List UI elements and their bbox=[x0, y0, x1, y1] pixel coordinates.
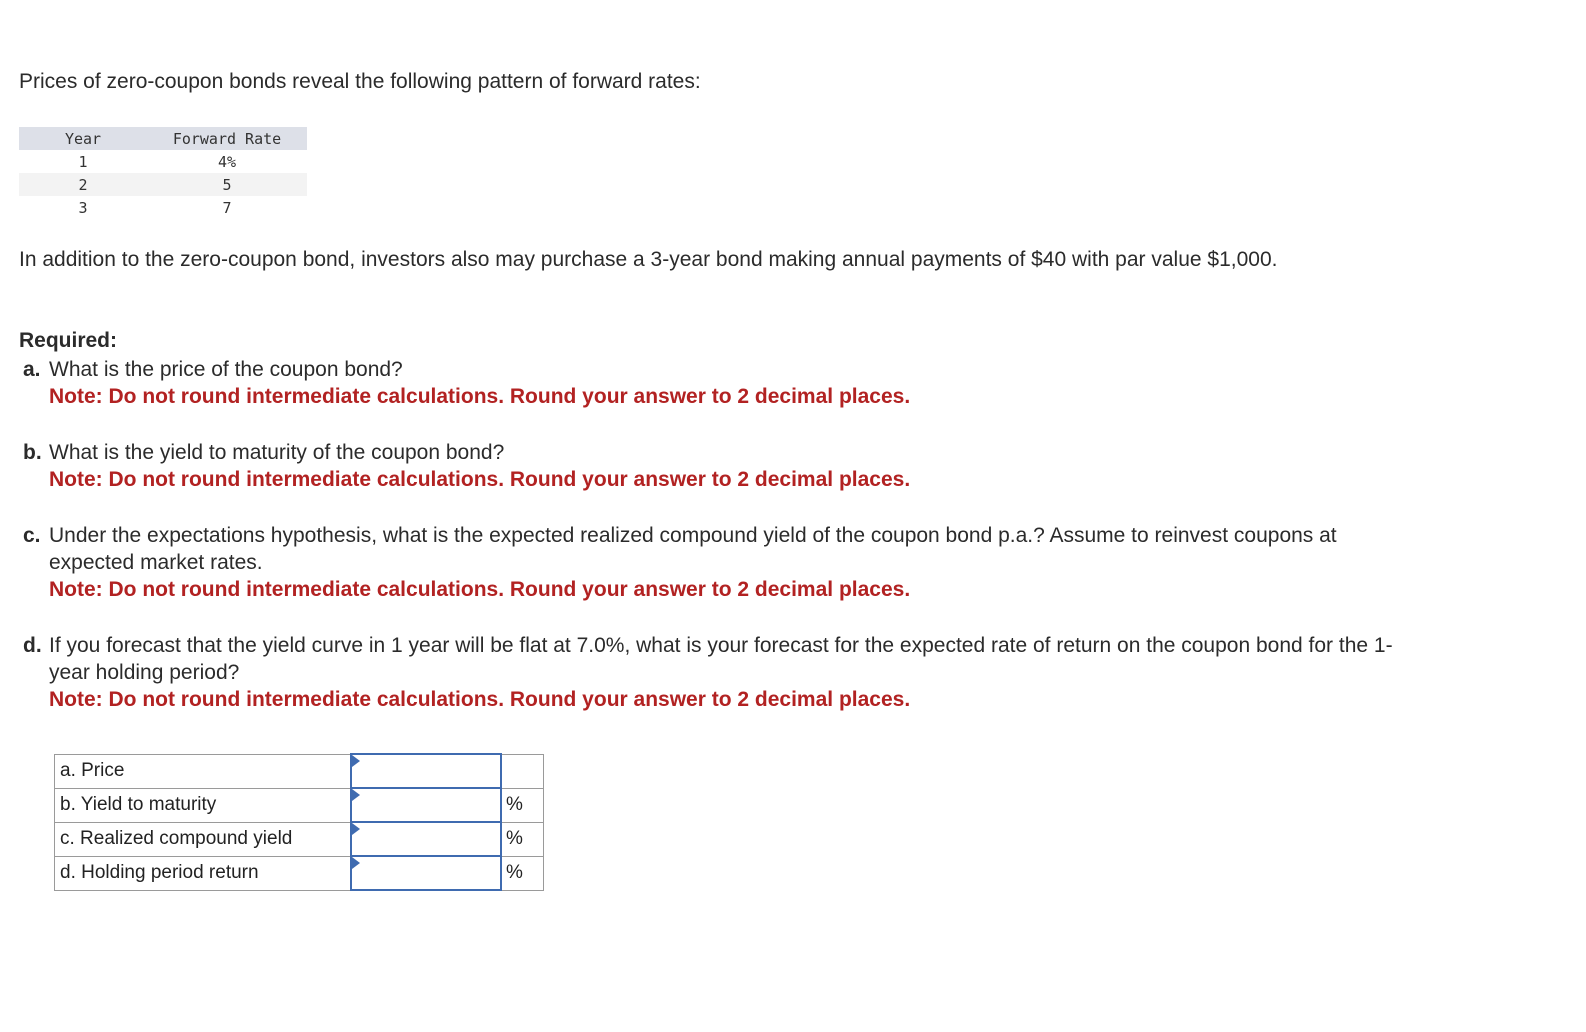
required-heading: Required: bbox=[19, 329, 118, 352]
rate-cell: 7 bbox=[222, 198, 232, 217]
table-row bbox=[19, 196, 307, 219]
answer-label: b. Yield to maturity bbox=[55, 788, 352, 822]
rcy-input[interactable] bbox=[352, 825, 500, 853]
forward-rate-table bbox=[19, 127, 307, 219]
bond-description: In addition to the zero-coupon bond, investors also may purchase a 3-year bond making annual payments of $40 with par value $1,000. bbox=[19, 248, 1278, 271]
year-header: Year bbox=[19, 127, 147, 150]
answer-label: a. Price bbox=[55, 754, 352, 788]
question-text: If you forecast that the yield curve in 1 year will be flat at 7.0%, what is your forecast for the expected rate of return on the coupon bond for the 1-year holding period? bbox=[49, 634, 1393, 684]
question-c bbox=[23, 522, 1423, 603]
unit-label bbox=[501, 754, 544, 788]
unit-label: % bbox=[501, 788, 544, 822]
rate-cell: 4% bbox=[217, 152, 237, 171]
question-note: Note: Do not round intermediate calculations. Round your answer to 2 decimal places. bbox=[49, 578, 911, 601]
question-letter: c. bbox=[23, 524, 41, 547]
question-text: What is the yield to maturity of the coupon bond? bbox=[49, 441, 505, 464]
year-cell: 1 bbox=[78, 152, 88, 171]
answer-row-price bbox=[55, 754, 544, 788]
answer-row-hpr bbox=[55, 856, 544, 890]
question-note: Note: Do not round intermediate calculations. Round your answer to 2 decimal places. bbox=[49, 468, 911, 491]
price-input-cell[interactable] bbox=[351, 754, 501, 788]
question-a bbox=[23, 356, 1423, 410]
question-d bbox=[23, 632, 1423, 713]
rcy-input-cell[interactable] bbox=[351, 822, 501, 856]
question-text: Under the expectations hypothesis, what is the expected realized compound yield of the coupon bond p.a.? Assume to reinvest coupons at expected market rates. bbox=[49, 524, 1337, 574]
answer-label: d. Holding period return bbox=[55, 856, 352, 890]
year-cell: 2 bbox=[19, 173, 147, 196]
rate-cell: 5 bbox=[147, 173, 307, 196]
answer-row-rcy bbox=[55, 822, 544, 856]
year-cell: 3 bbox=[78, 198, 88, 217]
question-letter: d. bbox=[23, 634, 42, 657]
answer-label: c. Realized compound yield bbox=[55, 822, 352, 856]
question-b bbox=[23, 439, 1423, 493]
ytm-input[interactable] bbox=[352, 791, 500, 819]
question-note: Note: Do not round intermediate calculations. Round your answer to 2 decimal places. bbox=[49, 688, 911, 711]
question-letter: a. bbox=[23, 358, 41, 381]
hpr-input[interactable] bbox=[352, 859, 500, 887]
table-row bbox=[19, 173, 307, 196]
intro-text: Prices of zero-coupon bonds reveal the following pattern of forward rates: bbox=[19, 70, 701, 93]
unit-label: % bbox=[501, 822, 544, 856]
answer-row-ytm bbox=[55, 788, 544, 822]
price-input[interactable] bbox=[352, 757, 500, 785]
hpr-input-cell[interactable] bbox=[351, 856, 501, 890]
question-letter: b. bbox=[23, 441, 42, 464]
answer-table bbox=[54, 753, 544, 891]
question-text: What is the price of the coupon bond? bbox=[49, 358, 403, 381]
ytm-input-cell[interactable] bbox=[351, 788, 501, 822]
unit-label: % bbox=[501, 856, 544, 890]
table-row bbox=[19, 150, 307, 173]
question-note: Note: Do not round intermediate calculations. Round your answer to 2 decimal places. bbox=[49, 385, 911, 408]
forward-rate-header: Forward Rate bbox=[147, 127, 307, 150]
